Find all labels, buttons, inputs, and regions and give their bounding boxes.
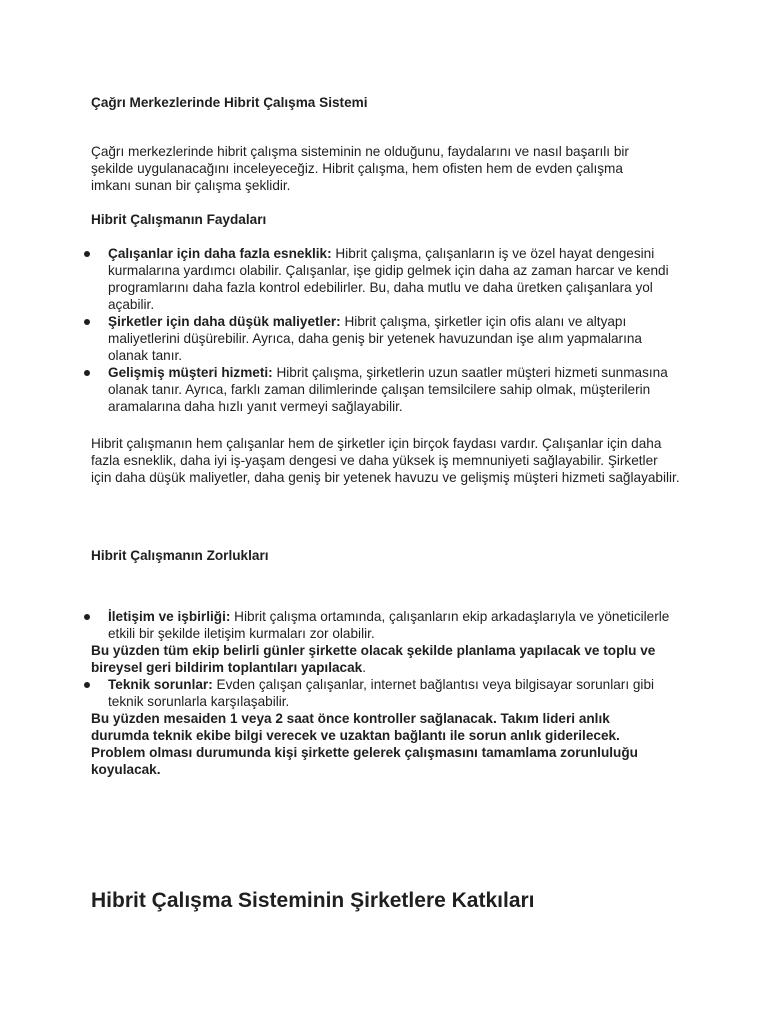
list-item-text: Hibrit çalışma, şirketler için ofis alanı ve altyapı maliyetlerini düşürebilir. Ayrıca, daha geniş bir yetenek havuzundan işe alım yapmalarına olanak tanır.	[108, 314, 642, 363]
intro-paragraph: Çağrı merkezlerinde hibrit çalışma sisteminin ne olduğunu, faydalarını ve nasıl başarılı bir şekilde uygulanacağını inceleyeceğiz. Hibrit çalışma, hem ofisten hem de evden çalışma imkanı sunan bir çalışma şeklidir.	[91, 144, 629, 193]
benefits-list	[91, 245, 681, 415]
note-period: .	[362, 660, 366, 675]
challenges-list-1	[91, 608, 686, 642]
challenges-heading: Hibrit Çalışmanın Zorlukları	[91, 548, 269, 563]
bullet-icon	[84, 319, 90, 325]
list-item-label: Şirketler için daha düşük maliyetler:	[108, 314, 341, 329]
list-item-label: Çalışanlar için daha fazla esneklik:	[108, 246, 332, 261]
benefits-summary: Hibrit çalışmanın hem çalışanlar hem de şirketler için birçok faydası vardır. Çalışanlar için daha fazla esneklik, daha iyi iş-yaşam dengesi ve daha yüksek iş memnuniyeti sağlayabilir. Şirketler için daha düşük maliyetler, daha geniş bir yetenek havuzu ve gelişmiş müşteri hizmeti sağlayabilir.	[91, 436, 680, 485]
list-item	[91, 608, 686, 642]
list-item-text: Hibrit çalışma, şirketlerin uzun saatler müşteri hizmeti sunmasına olanak tanır. Ayrıca, farklı zaman dilimlerinde çalışan temsilcilere sahip olmak, müşterilerin aramalarına daha hızlı yanıt vermeyi sağlayabilir.	[108, 365, 668, 414]
bullet-icon	[84, 370, 90, 376]
challenge-note-2: Bu yüzden mesaiden 1 veya 2 saat önce kontroller sağlanacak. Takım lideri anlık durumda teknik ekibe bilgi verecek ve uzaktan bağlantı ile sorun anlık giderilecek. Problem olması durumunda kişi şirkette gelerek çalışmasını tamamlama zorunluluğu koyulacak.	[91, 711, 638, 777]
list-item-text: Evden çalışan çalışanlar, internet bağlantısı veya bilgisayar sorunları gibi teknik sorunlarla karşılaşabilir.	[108, 677, 655, 709]
bullet-icon	[84, 682, 90, 688]
benefits-heading: Hibrit Çalışmanın Faydaları	[91, 212, 267, 227]
challenge-note-1	[91, 642, 686, 676]
list-item-text: Hibrit çalışma ortamında, çalışanların ekip arkadaşlarıyla ve yöneticilerle etkili bir şekilde iletişim kurmaları zor olabilir.	[108, 609, 670, 641]
list-item-text: Hibrit çalışma, çalışanların iş ve özel hayat dengesini kurmalarına yardımcı olabilir. Çalışanlar, işe gidip gelmek için daha az zaman harcar ve kendi programlarını daha fazla kontrol edebilirler. Bu, daha mutlu ve daha üretken çalışanlara yol açabilir.	[108, 246, 669, 312]
note-text: Bu yüzden tüm ekip belirli günler şirkette olacak şekilde planlama yapılacak ve toplu ve bireysel geri bildirim toplantıları yapılacak	[91, 643, 656, 675]
list-item	[91, 364, 681, 415]
section-title: Hibrit Çalışma Sisteminin Şirketlere Katkıları	[91, 889, 535, 912]
list-item	[91, 313, 681, 364]
bullet-icon	[84, 614, 90, 620]
bullet-icon	[84, 251, 90, 257]
document-title: Çağrı Merkezlerinde Hibrit Çalışma Sistemi	[91, 95, 368, 110]
list-item-label: Teknik sorunlar:	[108, 677, 213, 692]
challenges-section	[91, 608, 686, 778]
list-item	[91, 676, 686, 710]
list-item	[91, 245, 681, 313]
list-item-label: İletişim ve işbirliği:	[108, 609, 231, 624]
challenges-list-2	[91, 676, 686, 710]
list-item-label: Gelişmiş müşteri hizmeti:	[108, 365, 273, 380]
